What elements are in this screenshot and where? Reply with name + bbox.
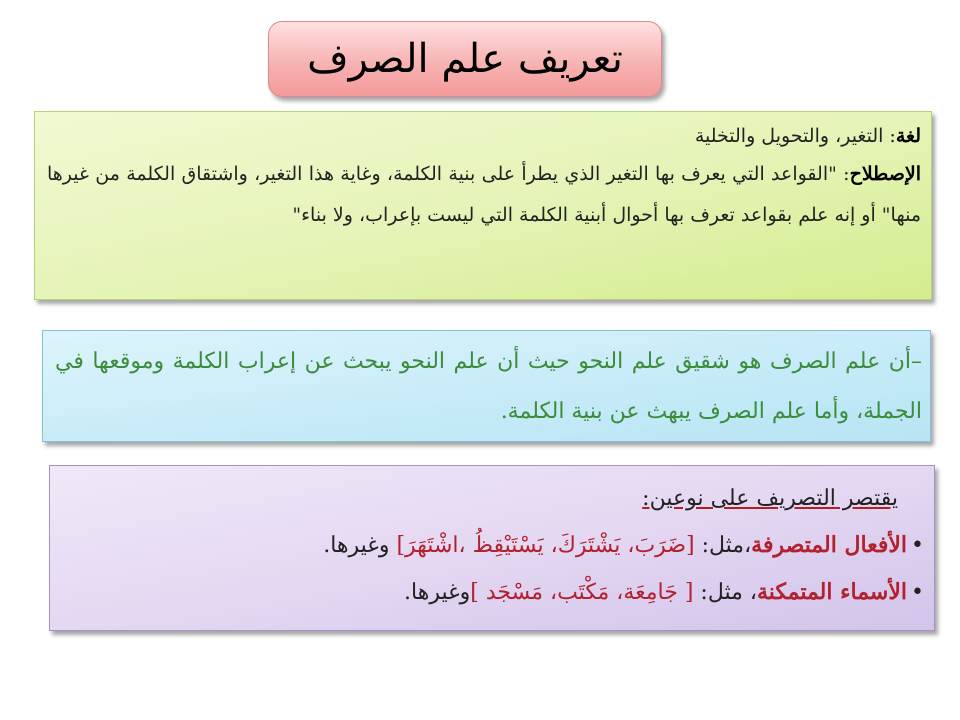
bullet-icon: •: [911, 580, 924, 605]
bullet-icon: •: [911, 533, 924, 558]
item2-head: الأسماء المتمكنة: [757, 579, 908, 605]
istilah-text: : "القواعد التي يعرف بها التغير الذي يطرأ على بنية الكلمة، وغاية هذا التغير، واشتقاق الكلمة من غيرها منها" أو إنه علم بقواعد تعرف بها أحوال أبنية الكلمة التي ليست بإعراب، ولا بناء": [47, 163, 921, 226]
item1-tail: وغيرها.: [323, 533, 397, 558]
item2-mid: ، مثل:: [693, 580, 758, 605]
comparison-box: [42, 330, 931, 442]
types-intro: يقتصر التصريف على نوعين:: [642, 486, 898, 511]
istilah-label: الإصطلاح: [849, 163, 921, 185]
item1-mid: ،مثل:: [694, 533, 752, 558]
item2-tail: وغيرها.: [404, 580, 471, 605]
item2-examples: [ جَامِعَة، مَكْتَب، مَسْجَد ]: [470, 580, 694, 605]
definition-box: [34, 111, 932, 300]
list-item-nouns: [62, 569, 924, 616]
comparison-text: –أن علم الصرف هو شقيق علم النحو حيث أن علم النحو يبحث عن إعراب الكلمة وموقعها في الجملة، وأما علم الصرف يبهث عن بنية الكلمة.: [55, 349, 922, 424]
types-intro-line: [62, 476, 924, 522]
item1-head: الأفعال المتصرفة: [751, 532, 908, 558]
lugha-label: لغة: [895, 125, 921, 147]
page-title: تعريف علم الصرف: [307, 36, 623, 82]
item1-examples: [ضَرَبَ، يَشْتَرَكَ، يَسْتَيْقِظُ ،اشْتَهَرَ]: [396, 533, 695, 558]
lugha-line: [47, 118, 921, 154]
title-box: [268, 21, 662, 97]
istilah-paragraph: [47, 154, 921, 236]
list-item-verbs: [62, 522, 924, 569]
lugha-text: : التغير، والتحويل والتخلية: [694, 125, 896, 147]
types-box: [49, 465, 935, 631]
